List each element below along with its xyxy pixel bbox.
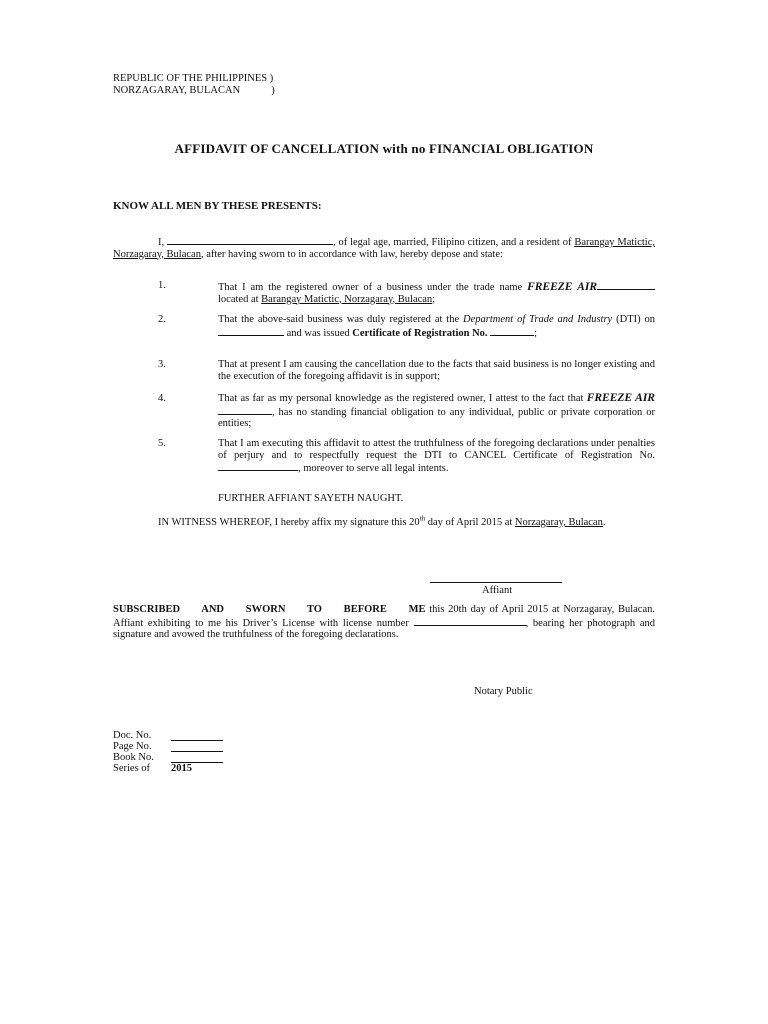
intro-paragraph [113,235,655,260]
item-text-part: ; [432,293,436,305]
trade-name: FREEZE AIR [586,392,655,404]
venue-line-location [113,85,275,97]
book-no-label: Book No. [113,752,154,763]
item-text [218,314,655,339]
item-number: 5. [158,438,166,449]
item-text-part: That the above-said business was duly registered at the [218,314,464,325]
doc-no-row [113,730,151,742]
item-text-part: , moreover to serve all legal intents. [298,463,449,474]
venue-line-republic: REPUBLIC OF THE PHILIPPINES ) [113,73,274,84]
certificate-label: Certificate of Registration No. [352,327,488,339]
trade-name: FREEZE AIR [527,281,597,293]
item-text-part: ; [534,327,538,339]
book-no-value [171,752,223,763]
jurat-text: , bearing her photograph and signature and avowed the truthfulness of the foregoing declarations. [113,617,655,640]
page-no-row [113,741,152,753]
item-text-part: (DTI) on [612,314,656,325]
item-text [218,280,655,305]
document-title: AFFIDAVIT OF CANCELLATION with no FINANCIAL OBLIGATION [174,141,594,156]
page-no-value [171,741,223,752]
witness-place: Norzagaray, Bulacan [514,517,603,528]
item-text-part: That I am executing this affidavit to attest the truthfulness of the foregoing declarations under penalties of perjury and to respectfully request the DTI to CANCEL Certificate of Registration No. [218,438,655,461]
witness-text: day of April 2015 at [425,517,515,528]
certificate-number-blank [218,461,298,471]
intro-suffix: , after having sworn to in accordance with law, hereby depose and state: [200,248,503,260]
item-text: That at present I am causing the cancellation due to the facts that said business is no longer existing and the execution of the foregoing affidavit is in support; [218,359,655,382]
witness-text: IN WITNESS WHEREOF, I hereby affix my signature this 20 [158,517,420,528]
trade-name-blank [597,280,655,290]
series-value: 2015 [171,763,192,774]
jurat-text: this 20th day of April 2015 at Norzagaray, Bulacan. Affiant exhibiting to me his Driver’s License with license number [113,604,655,629]
business-address: Barangay Matictic, Norzagaray, Bulacan [261,293,433,305]
license-number-blank [414,616,526,626]
item-number: 1. [158,280,166,291]
item-number: 4. [158,393,166,404]
affiant-label: Affiant [482,585,513,596]
doc-no-value [171,730,223,741]
item-text-part: and was issued [284,327,353,339]
item-text-part: , has no standing financial obligation to any individual, public or private corporation or entities; [218,406,655,429]
series-row [113,763,192,775]
venue-paren: ) [271,85,275,96]
witness-paragraph [113,514,655,529]
notary-public-label: Notary Public [474,686,533,697]
item-text [218,438,655,475]
intro-after-name: , of legal age, married, Filipino citizen, and a resident of [332,237,572,248]
certificate-number-blank [490,326,534,336]
affiant-name-blank [167,235,333,245]
further-affiant-line: FURTHER AFFIANT SAYETH NAUGHT. [218,493,404,504]
witness-text: . [602,517,606,528]
item-text-part: That I am the registered owner of a business under the trade name [218,282,528,293]
intro-address: Barangay Matictic, Norzagaray, Bulacan [113,237,656,260]
dti-name: Department of Trade and Industry [463,314,613,325]
page-no-label: Page No. [113,741,152,752]
venue-location-text: NORZAGARAY, BULACAN [113,85,241,96]
jurat-lead: SUBSCRIBED AND SWORN TO BEFORE ME [113,604,426,615]
item-number: 3. [158,359,166,370]
registration-date-blank [218,326,284,336]
jurat-paragraph [113,604,655,641]
series-label: Series of [113,763,151,774]
ordinal-suffix: th [419,514,426,523]
item-text-part: located at [218,293,262,305]
know-all-heading: KNOW ALL MEN BY THESE PRESENTS: [113,200,322,212]
item-text-part: That as far as my personal knowledge as the registered owner, I attest to the fact that [218,393,587,404]
item-number: 2. [158,314,166,325]
item-text [218,393,655,430]
book-no-row [113,752,154,764]
intro-prefix: I, [158,237,165,248]
doc-no-label: Doc. No. [113,730,152,741]
affiant-signature-line [430,582,562,583]
trade-name-blank [218,405,272,415]
